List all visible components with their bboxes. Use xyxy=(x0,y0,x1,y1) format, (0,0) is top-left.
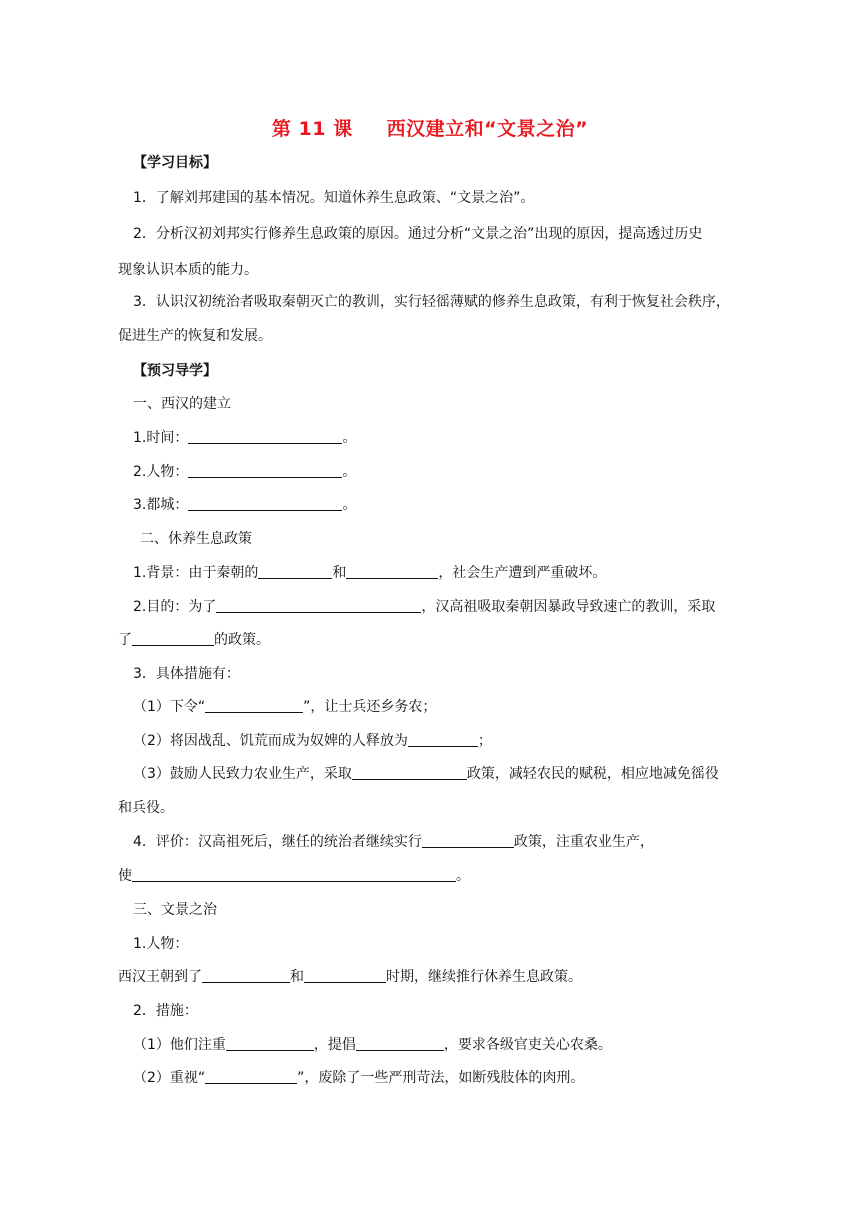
s3-person-blank-1[interactable] xyxy=(202,968,290,983)
aim-blank-1[interactable] xyxy=(216,598,421,613)
aim-row xyxy=(133,597,715,617)
preview-heading: 【预习导学】 xyxy=(133,363,217,379)
s3-person-row xyxy=(118,967,582,987)
person-row xyxy=(133,462,356,482)
goal-item-2-cont: 现象认识本质的能力。 xyxy=(118,262,258,278)
measure-2-row xyxy=(133,731,492,751)
goal-item-3: 3．认识汉初统治者吸取秦朝灭亡的教训，实行轻徭薄赋的修养生息政策，有利于恢复社会秩序， xyxy=(133,294,730,310)
measure-2-end: ； xyxy=(477,733,492,749)
s3-measures-heading: 2．措施： xyxy=(133,1003,198,1019)
lesson-topic: 西汉建立和“文景之治” xyxy=(386,118,589,140)
section-2-title: 二、休养生息政策 xyxy=(140,531,252,547)
measure-3-row xyxy=(133,764,719,784)
evaluation-blank-2[interactable] xyxy=(132,867,456,882)
s3-person-label: 西汉王朝到了 xyxy=(118,969,202,985)
background-and: 和 xyxy=(332,565,347,581)
s3-person-blank-2[interactable] xyxy=(304,968,386,983)
person-blank[interactable] xyxy=(188,463,342,478)
measure-2-label: （2）将因战乱、饥荒而成为奴婢的人释放为 xyxy=(133,733,408,749)
s3-measure-1-mid: ，提倡 xyxy=(313,1037,356,1053)
measures-heading: 3．具体措施有： xyxy=(133,666,240,682)
time-row xyxy=(133,428,356,448)
person-end: 。 xyxy=(342,464,357,480)
section-1-title: 一、西汉的建立 xyxy=(133,396,231,412)
background-row xyxy=(133,563,606,583)
s3-measure-2-blank[interactable] xyxy=(205,1069,297,1084)
background-blank-1[interactable] xyxy=(258,564,332,579)
s3-person-and: 和 xyxy=(290,969,304,985)
person-label: 2.人物： xyxy=(133,464,189,480)
evaluation-blank-1[interactable] xyxy=(422,833,514,848)
s3-person-heading: 1.人物： xyxy=(133,936,189,952)
aim-text: ，汉高祖吸取秦朝因暴政导致速亡的教训，采取 xyxy=(421,599,716,615)
s3-measure-1-text: ，要求各级官吏关心农桑。 xyxy=(443,1037,612,1053)
measure-1-blank[interactable] xyxy=(205,698,303,713)
evaluation-row-cont xyxy=(118,866,470,886)
evaluation-cont-start: 使 xyxy=(118,868,132,884)
lesson-number: 第 11 课 xyxy=(271,118,353,140)
capital-label: 3.都城： xyxy=(133,497,189,513)
time-label: 1.时间： xyxy=(133,430,189,446)
s3-measure-1-label: （1）他们注重 xyxy=(133,1037,226,1053)
background-label: 1.背景：由于秦朝的 xyxy=(133,565,259,581)
capital-row xyxy=(133,495,356,515)
s3-person-text: 时期，继续推行休养生息政策。 xyxy=(386,969,582,985)
aim-label: 2.目的：为了 xyxy=(133,599,217,615)
measure-3-blank[interactable] xyxy=(352,765,467,780)
measure-1-label: （1）下令“ xyxy=(133,699,206,715)
measure-3-text: 政策，减轻农民的赋税，相应地减免徭役 xyxy=(466,766,719,782)
aim-cont-start: 了 xyxy=(118,632,132,648)
s3-measure-2-label: （2）重视“ xyxy=(133,1070,206,1086)
goal-item-1: 1．了解刘邦建国的基本情况。知道休养生息政策、“文景之治”。 xyxy=(133,190,535,206)
measure-1-text: ”，让士兵还乡务农； xyxy=(303,699,437,715)
section-3-title: 三、文景之治 xyxy=(133,902,217,918)
background-text: ，社会生产遭到严重破坏。 xyxy=(438,565,607,581)
evaluation-text: 政策，注重农业生产， xyxy=(513,834,654,850)
measure-3-cont: 和兵役。 xyxy=(118,800,174,816)
capital-blank[interactable] xyxy=(188,496,342,511)
capital-end: 。 xyxy=(342,497,357,513)
time-blank[interactable] xyxy=(188,429,342,444)
s3-measure-1-blank-1[interactable] xyxy=(226,1036,314,1051)
s3-measure-1-row xyxy=(133,1035,612,1055)
lesson-title xyxy=(0,114,860,141)
aim-blank-2[interactable] xyxy=(132,631,214,646)
measure-1-row xyxy=(133,697,436,717)
s3-measure-2-row xyxy=(133,1068,584,1088)
s3-measure-1-blank-2[interactable] xyxy=(356,1036,444,1051)
evaluation-cont-end: 。 xyxy=(456,868,470,884)
goals-heading: 【学习目标】 xyxy=(133,155,217,171)
aim-cont-text: 的政策。 xyxy=(214,632,270,648)
goal-item-2: 2．分析汉初刘邦实行修养生息政策的原因。通过分析“文景之治”出现的原因，提高透过历史 xyxy=(133,226,703,242)
measure-3-label: （3）鼓励人民致力农业生产，采取 xyxy=(133,766,352,782)
background-blank-2[interactable] xyxy=(346,564,438,579)
evaluation-label: 4．评价：汉高祖死后，继任的统治者继续实行 xyxy=(133,834,422,850)
measure-2-blank[interactable] xyxy=(408,732,478,747)
time-end: 。 xyxy=(342,430,357,446)
s3-measure-2-text: ”，废除了一些严刑苛法，如断残肢体的肉刑。 xyxy=(297,1070,585,1086)
aim-row-cont xyxy=(118,630,270,650)
goal-item-3-cont: 促进生产的恢复和发展。 xyxy=(118,328,272,344)
evaluation-row xyxy=(133,832,654,852)
